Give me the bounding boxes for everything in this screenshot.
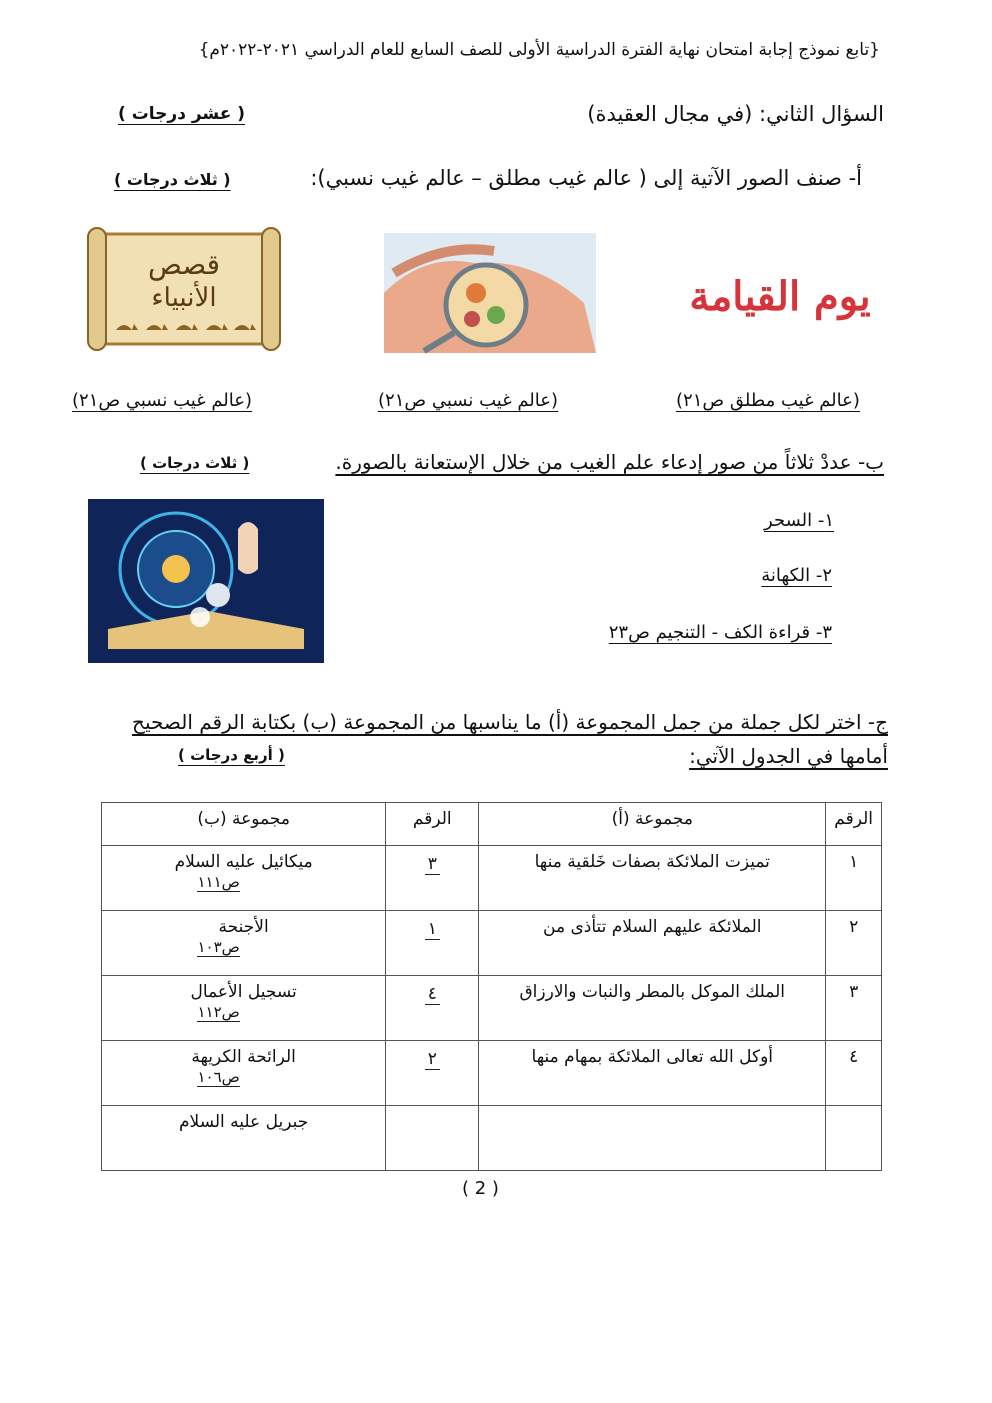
header-group-a: مجموعة (أ) [479, 803, 826, 846]
group-a-item: الملائكة عليهم السلام تتأذى من [479, 911, 826, 976]
day-of-judgment-image [689, 252, 871, 342]
table-header-row [102, 803, 882, 846]
section-a-instruction: أ- صنف الصور الآتية إلى ( عالم غيب مطلق – عالم غيب نسبي): [310, 166, 862, 190]
answer-item-3: ٣- قراءة الكف - التنجيم ص٢٣ [608, 622, 832, 643]
prophets-stories-image [86, 226, 282, 352]
group-a-item [479, 1106, 826, 1171]
page-number: ( 2 ) [462, 1178, 499, 1199]
table-row [102, 1106, 882, 1171]
question-title: السؤال الثاني: (في مجال العقيدة) [587, 102, 884, 126]
section-b-marks: ( ثلاث درجات ) [140, 454, 250, 472]
row-number: ٣ [826, 976, 882, 1041]
answer-item-2: ٢- الكهانة [761, 565, 832, 586]
question-marks: ( عشر درجات ) [118, 104, 246, 124]
group-b-item: ميكائيل عليه السلام [174, 852, 313, 872]
row-number [826, 1106, 882, 1171]
page-reference: ص١١١ [197, 873, 240, 891]
answer-number: ٤ [425, 984, 440, 1005]
header-group-b: مجموعة (ب) [102, 803, 386, 846]
classification-label-2: (عالم غيب نسبي ص٢١) [378, 390, 559, 411]
row-number: ٤ [826, 1041, 882, 1106]
page-reference: ص١٠٦ [197, 1068, 240, 1086]
group-b-item: الأجنحة [218, 917, 269, 937]
section-c-instruction-line2: أمامها في الجدول الآتي: [689, 744, 888, 768]
answer-number: ٣ [425, 854, 440, 875]
section-c-instruction-line1: ج- اختر لكل جملة من جمل المجموعة (أ) ما يناسبها من المجموعة (ب) بكتابة الرقم الصحيح [132, 710, 888, 734]
group-b-item: الرائحة الكريهة [191, 1047, 296, 1067]
row-number: ١ [826, 846, 882, 911]
table-row [102, 911, 882, 976]
prophets-title-1: قصص [148, 248, 220, 281]
header-answer-number: الرقم [386, 803, 479, 846]
group-a-item: تميزت الملائكة بصفات خَلقية منها [479, 846, 826, 911]
section-b-instruction: ب- عددْ ثلاثاً من صور إدعاء علم الغيب من خلال الإستعانة بالصورة. [335, 450, 884, 474]
page-header: {تابع نموذج إجابة امتحان نهاية الفترة الدراسية الأولى للصف السابع للعام الدراسي ٢٠٢١-٢٠٢٢م} [198, 40, 880, 60]
answer-number: ١ [425, 919, 440, 940]
classification-label-1: (عالم غيب نسبي ص٢١) [72, 390, 253, 411]
palm-magnifier-image [384, 233, 596, 353]
table-row [102, 976, 882, 1041]
prophets-title-2: الأنبياء [151, 283, 217, 313]
matching-table [101, 802, 882, 1171]
group-b-item: جبريل عليه السلام [179, 1112, 309, 1132]
answer-number: ٢ [425, 1049, 440, 1070]
group-b-item: تسجيل الأعمال [190, 982, 297, 1002]
section-c-marks: ( أربع درجات ) [178, 746, 285, 764]
classification-label-3: (عالم غيب مطلق ص٢١) [676, 390, 860, 411]
section-a-marks: ( ثلاث درجات ) [114, 170, 231, 189]
qiyama-text: يوم القيامة [689, 273, 871, 320]
answer-item-1: ١- السحر [764, 510, 834, 531]
fortune-teller-image [88, 499, 324, 663]
page-reference: ص١٠٣ [197, 938, 240, 956]
table-row [102, 1041, 882, 1106]
group-a-item: الملك الموكل بالمطر والنبات والارزاق [479, 976, 826, 1041]
table-row [102, 846, 882, 911]
group-a-item: أوكل الله تعالى الملائكة بمهام منها [479, 1041, 826, 1106]
header-number: الرقم [826, 803, 882, 846]
row-number: ٢ [826, 911, 882, 976]
page-reference: ص١١٢ [197, 1003, 240, 1021]
